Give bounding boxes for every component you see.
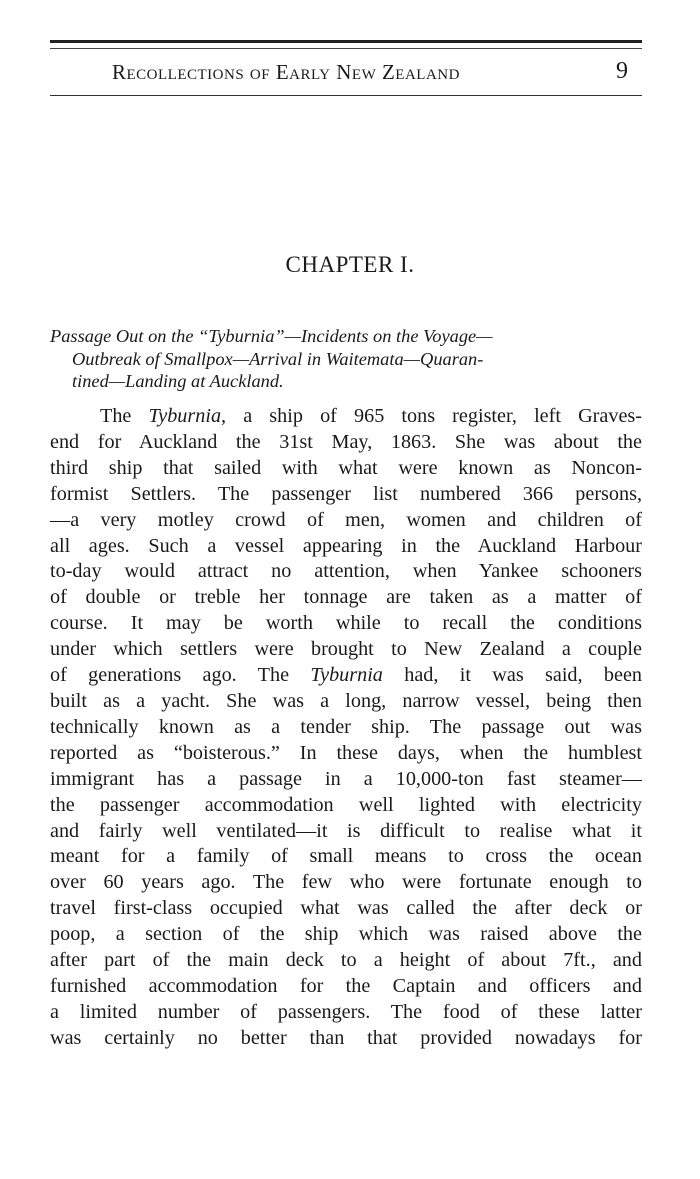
body-line: The Tyburnia, a ship of 965 tons register, left Graves- [100,405,642,427]
body-line: immigrant has a passage in a 10,000-ton fast steamer— [50,767,642,790]
body-line: meant for a family of small means to cross the ocean [50,845,642,868]
chapter-heading: CHAPTER I. [285,252,415,277]
body-line: course. It may be worth while to recall the conditions [50,612,642,635]
body-line: a limited number of passengers. The food of these latter [50,1000,642,1023]
chapter-synopsis [50,325,640,393]
body-line: technically known as a tender ship. The passage out was [50,715,642,738]
synopsis-line: Passage Out on the “Tyburnia”—Incidents on the Voyage— [50,326,493,346]
body-line: to-day would attract no attention, when Yankee schooners [50,560,642,583]
synopsis-line: tined—Landing at Auckland. [72,371,284,391]
body-line: was certainly no better than that provided nowadays for [50,1026,642,1049]
body-line: formist Settlers. The passenger list numbered 366 persons, [50,482,642,505]
top-thick-rule [50,40,642,43]
synopsis-line: Outbreak of Smallpox—Arrival in Waitemata—Quaran- [72,348,484,369]
running-head [50,58,642,92]
body-line: reported as “boisterous.” In these days, when the humblest [50,741,642,764]
body-line: furnished accommodation for the Captain and officers and [50,974,642,997]
body-line: end for Auckland the 31st May, 1863. She was about the [50,430,642,453]
body-line: of generations ago. The Tyburnia had, it was said, been [50,664,642,687]
ship-name: Tyburnia [310,664,383,687]
body-line: of double or treble her tonnage are taken as a matter of [50,586,642,609]
body-line: over 60 years ago. The few who were fortunate enough to [50,871,642,894]
body-line: under which settlers were brought to New Zealand a couple [50,638,642,661]
body-line: all ages. Such a vessel appearing in the Auckland Harbour [50,534,642,557]
body-line: poop, a section of the ship which was raised above the [50,923,642,946]
body-text [50,404,642,1052]
body-line: travel first-class occupied what was called the after deck or [50,897,642,920]
page-number: 9 [616,58,628,84]
body-line: after part of the main deck to a height of about 7ft., and [50,949,642,972]
header-underline-rule [50,95,642,96]
body-line: —a very motley crowd of men, women and children of [50,508,642,531]
body-line: the passenger accommodation well lighted with electricity [50,793,642,816]
running-title: Recollections of Early New Zealand [112,60,460,84]
body-line: third ship that sailed with what were known as Noncon- [50,456,642,479]
body-line: and fairly well ventilated—it is difficult to realise what it [50,819,642,842]
ship-name: Tyburnia, [148,405,227,427]
top-thin-rule [50,48,642,49]
body-line: built as a yacht. She was a long, narrow vessel, being then [50,689,642,712]
